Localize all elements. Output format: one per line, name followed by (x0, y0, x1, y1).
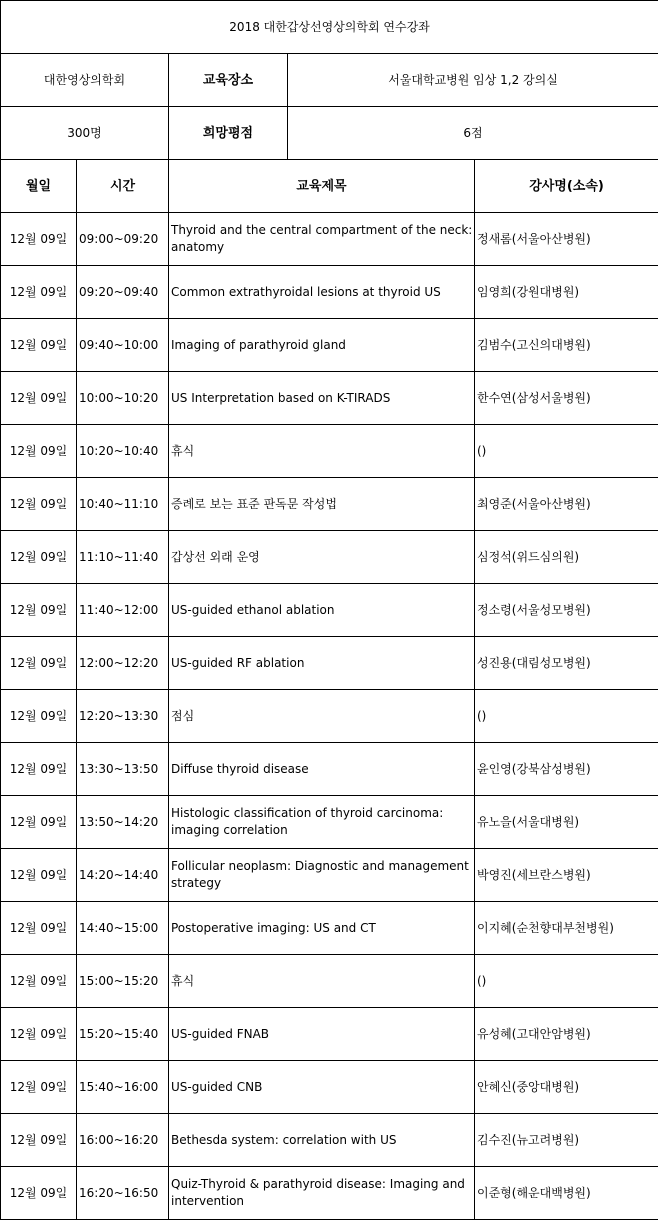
table-row (1, 372, 658, 425)
speaker-cell: 이준형(해운대백병원) (475, 1167, 658, 1220)
topic-cell: Imaging of parathyroid gland (169, 319, 475, 372)
speaker-cell: 김범수(고신의대병원) (475, 319, 658, 372)
table-row (1, 584, 658, 637)
date-cell: 12월 09일 (1, 1008, 77, 1061)
speaker-cell: 안혜신(중앙대병원) (475, 1061, 658, 1114)
date-cell: 12월 09일 (1, 796, 77, 849)
time-cell: 11:40~12:00 (77, 584, 169, 637)
table-row (1, 213, 658, 266)
table-row (1, 690, 658, 743)
date-cell: 12월 09일 (1, 372, 77, 425)
topic-cell: US-guided RF ablation (169, 637, 475, 690)
topic-cell: 갑상선 외래 운영 (169, 531, 475, 584)
time-cell: 11:10~11:40 (77, 531, 169, 584)
time-cell: 16:00~16:20 (77, 1114, 169, 1167)
speaker-cell: 성진용(대림성모병원) (475, 637, 658, 690)
time-cell: 12:00~12:20 (77, 637, 169, 690)
table-row (1, 1008, 658, 1061)
table-row (1, 743, 658, 796)
topic-cell: Common extrathyroidal lesions at thyroid US (169, 266, 475, 319)
speaker-cell: () (475, 425, 658, 478)
topic-cell: US-guided CNB (169, 1061, 475, 1114)
table-row (1, 796, 658, 849)
time-cell: 15:20~15:40 (77, 1008, 169, 1061)
info-row-score (1, 107, 658, 160)
time-cell: 16:20~16:50 (77, 1167, 169, 1220)
topic-cell: Histologic classification of thyroid carcinoma: imaging correlation (169, 796, 475, 849)
time-cell: 13:30~13:50 (77, 743, 169, 796)
date-cell: 12월 09일 (1, 1167, 77, 1220)
topic-cell: 점심 (169, 690, 475, 743)
speaker-cell: 김수진(뉴고려병원) (475, 1114, 658, 1167)
topic-cell: US-guided ethanol ablation (169, 584, 475, 637)
time-cell: 14:40~15:00 (77, 902, 169, 955)
table-row (1, 425, 658, 478)
column-header-speaker: 강사명(소속) (475, 160, 658, 213)
date-cell: 12월 09일 (1, 584, 77, 637)
table-row (1, 1061, 658, 1114)
time-cell: 09:20~09:40 (77, 266, 169, 319)
speaker-cell: 한수연(삼성서울병원) (475, 372, 658, 425)
time-cell: 12:20~13:30 (77, 690, 169, 743)
date-cell: 12월 09일 (1, 849, 77, 902)
table-row (1, 849, 658, 902)
table-row (1, 902, 658, 955)
column-header-topic: 교육제목 (169, 160, 475, 213)
date-cell: 12월 09일 (1, 690, 77, 743)
speaker-cell: 유성혜(고대안암병원) (475, 1008, 658, 1061)
location-value: 서울대학교병원 임상 1,2 강의실 (288, 54, 658, 107)
topic-cell: Quiz-Thyroid & parathyroid disease: Imaging and intervention (169, 1167, 475, 1220)
table-row (1, 319, 658, 372)
topic-cell: Follicular neoplasm: Diagnostic and management strategy (169, 849, 475, 902)
speaker-cell: 이지혜(순천향대부천병원) (475, 902, 658, 955)
date-cell: 12월 09일 (1, 319, 77, 372)
date-cell: 12월 09일 (1, 1061, 77, 1114)
time-cell: 10:40~11:10 (77, 478, 169, 531)
score-value: 6점 (288, 107, 658, 160)
date-cell: 12월 09일 (1, 637, 77, 690)
date-cell: 12월 09일 (1, 1114, 77, 1167)
date-cell: 12월 09일 (1, 955, 77, 1008)
speaker-cell: () (475, 955, 658, 1008)
topic-cell: Thyroid and the central compartment of the neck: anatomy (169, 213, 475, 266)
speaker-cell: 임영희(강원대병원) (475, 266, 658, 319)
time-cell: 15:00~15:20 (77, 955, 169, 1008)
topic-cell: 증례로 보는 표준 판독문 작성법 (169, 478, 475, 531)
organizer-cell: 대한영상의학회 (1, 54, 169, 107)
speaker-cell: 심정석(위드심의원) (475, 531, 658, 584)
speaker-cell: 정새롬(서울아산병원) (475, 213, 658, 266)
table-row (1, 955, 658, 1008)
table-header-row (1, 160, 658, 213)
time-cell: 13:50~14:20 (77, 796, 169, 849)
capacity-cell: 300명 (1, 107, 169, 160)
speaker-cell: 최영준(서울아산병원) (475, 478, 658, 531)
date-cell: 12월 09일 (1, 266, 77, 319)
time-cell: 09:40~10:00 (77, 319, 169, 372)
time-cell: 09:00~09:20 (77, 213, 169, 266)
topic-cell: Postoperative imaging: US and CT (169, 902, 475, 955)
page-title: 2018 대한갑상선영상의학회 연수강좌 (1, 1, 658, 54)
time-cell: 15:40~16:00 (77, 1061, 169, 1114)
table-row (1, 266, 658, 319)
topic-cell: 휴식 (169, 955, 475, 1008)
topic-cell: Diffuse thyroid disease (169, 743, 475, 796)
speaker-cell: 유노을(서울대병원) (475, 796, 658, 849)
speaker-cell: 윤인영(강북삼성병원) (475, 743, 658, 796)
info-row-location (1, 54, 658, 107)
title-row (1, 1, 658, 54)
location-label: 교육장소 (169, 54, 288, 107)
table-row (1, 478, 658, 531)
speaker-cell: 정소령(서울성모병원) (475, 584, 658, 637)
date-cell: 12월 09일 (1, 902, 77, 955)
topic-cell: 휴식 (169, 425, 475, 478)
date-cell: 12월 09일 (1, 425, 77, 478)
date-cell: 12월 09일 (1, 213, 77, 266)
column-header-time: 시간 (77, 160, 169, 213)
speaker-cell: () (475, 690, 658, 743)
date-cell: 12월 09일 (1, 743, 77, 796)
date-cell: 12월 09일 (1, 531, 77, 584)
speaker-cell: 박영진(세브란스병원) (475, 849, 658, 902)
score-label: 희망평점 (169, 107, 288, 160)
table-row (1, 1167, 658, 1220)
table-row (1, 1114, 658, 1167)
topic-cell: Bethesda system: correlation with US (169, 1114, 475, 1167)
time-cell: 14:20~14:40 (77, 849, 169, 902)
time-cell: 10:20~10:40 (77, 425, 169, 478)
topic-cell: US Interpretation based on K-TIRADS (169, 372, 475, 425)
table-row (1, 531, 658, 584)
time-cell: 10:00~10:20 (77, 372, 169, 425)
topic-cell: US-guided FNAB (169, 1008, 475, 1061)
column-header-date: 월일 (1, 160, 77, 213)
date-cell: 12월 09일 (1, 478, 77, 531)
table-row (1, 637, 658, 690)
